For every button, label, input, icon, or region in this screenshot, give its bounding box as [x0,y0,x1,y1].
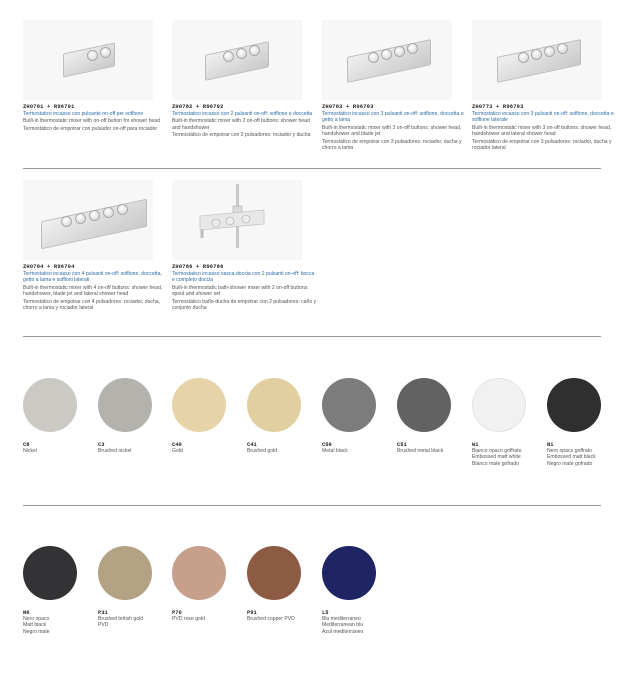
product-code: ZH0786 + R96786 [172,264,224,270]
bath-shower-faucet-icon [172,180,302,260]
finish-swatch [547,378,619,467]
finish-swatch [23,378,95,454]
finish-name: Nero opaco goffrato Embossed matt black Negro mate gofrado [547,448,596,467]
product-code: ZH0784 + R96704 [23,264,75,270]
finish-swatch [472,378,544,467]
finish-color [322,378,376,432]
product-image [172,20,302,100]
product-desc-en: Built-in thermostatic mixer with on-off button for shower head [23,118,160,125]
product-desc-es: Termostático de empotrar con pulsador on-off para rociador [23,125,158,132]
finish-name: Nickel [23,448,37,454]
finish-code: W1 [472,442,479,448]
product-card [23,180,168,311]
product-desc-es: Termostático de empotrar con 2 pulsadores: rociador y ducha [172,132,311,139]
product-image [472,20,602,100]
finish-color [98,546,152,600]
product-desc-it: Termostatico incasso con 3 pulsanti on-off: soffione, doccetta e soffione laterale [472,111,614,124]
product-code: ZH0782 + R96702 [172,104,224,110]
finish-swatch [98,546,170,629]
finish-color [98,378,152,432]
finish-code: P70 [172,610,182,616]
finish-swatch [172,378,244,454]
product-card [322,20,467,151]
finish-color [23,546,77,600]
finish-name: Brushed nickel [98,448,132,454]
divider [23,336,601,337]
product-desc-it: Termostatico incasso con 3 pulsanti on-off: soffione, doccetta e getto a lama [322,111,464,124]
finish-name: Bianco opaco goffrato Embossed matt white Blanco mate gofrado [472,448,522,467]
product-desc-en: Built-in thermostatic mixer with 3 on-off buttons: shower head, handshower and lateral shower head [472,124,612,138]
finish-code: C40 [172,442,182,448]
finish-color [547,378,601,432]
finish-name: Gold [172,448,183,454]
finish-name: Brushed gold [247,448,278,454]
product-desc-en: Built-in thermostatic mixer with 4 on-off buttons: shower head, handshower, blade jet and lateral shower head [23,284,163,298]
product-card [172,20,317,139]
finish-name: Nero opaco Matt black Negro mate [23,616,50,635]
finish-color [322,546,376,600]
finish-swatch [247,378,319,454]
finish-color [172,546,226,600]
product-code: ZH0783 + R96703 [322,104,374,110]
finish-swatch [98,378,170,454]
product-desc-es: Termostático de empotrar con 4 pulsadores: rociador, ducha, chorro a lama y rociador lateral [23,298,161,312]
finish-code: C3 [98,442,105,448]
product-desc-en: Built-in thermostatic mixer with 2 on-off buttons: shower head and handshower [172,118,310,131]
finish-code: C51 [397,442,407,448]
finish-swatch [397,378,469,454]
finish-code: L5 [322,610,329,616]
finish-color [472,378,526,432]
product-code: ZH0781 + R96701 [23,104,75,110]
finish-color [397,378,451,432]
finish-color [172,378,226,432]
finish-name: Brushed british gold PVD [98,616,144,629]
finish-name: PVD rose gold [172,616,205,622]
product-desc-es: Termostático de empotrar con 3 pulsadores: rociador, ducha y rociador lateral [472,138,612,152]
finish-code: C50 [322,442,332,448]
product-desc-it: Termostatico incasso con pulsante on-off per soffione [23,111,144,117]
finish-swatch [172,546,244,622]
product-image [322,20,452,100]
finish-swatch [247,546,319,622]
product-desc-en: Built-in thermostatic mixer with 3 on-off buttons: shower head, handshower and blade jet [322,124,462,138]
finish-name: Brushed metal black [397,448,444,454]
finish-swatch [23,546,95,635]
finish-color [247,378,301,432]
finish-name: Metal black [322,448,348,454]
product-code: ZH0773 + R96703 [472,104,524,110]
product-image [172,180,302,260]
divider [23,168,601,169]
finish-swatch [322,546,394,635]
finish-color [23,378,77,432]
finish-name: Blu mediterraneo Mediterranean blu Azul mediterráneo [322,616,364,635]
finish-code: C8 [23,442,30,448]
finish-code: N1 [547,442,554,448]
finish-code: C41 [247,442,257,448]
product-card [23,20,168,132]
product-image [23,20,153,100]
product-desc-it: Termostatico incasso con 4 pulsanti on-off: soffione, doccetta, getto a lama e soffioni laterali [23,271,162,284]
product-desc-es: Termostático de empotrar con 3 pulsadores: rociador, ducha y chorro a lama [322,138,462,152]
product-desc-it: Termostatico incasso vasca-doccia con 2 pulsanti on-off: bocca e completo doccia [172,271,315,284]
finish-code: N6 [23,610,30,616]
product-desc-it: Termostatico incasso con 2 pulsanti on-off: soffione e doccetta [172,111,313,117]
finish-code: P91 [247,610,257,616]
product-desc-es: Termostático baño-ducha de empotrar con 2 pulsadores: caño y conjunto ducha [172,298,317,312]
product-card [172,180,317,311]
finish-color [247,546,301,600]
product-desc-en: Built-in thermostatic bath-shower mixer with 2 on-off buttons: spout and shower set [172,284,309,298]
divider [23,505,601,506]
finish-swatch [322,378,394,454]
product-image [23,180,153,260]
product-card [472,20,617,151]
finish-name: Brushed copper PVD [247,616,295,622]
finish-code: P31 [98,610,108,616]
